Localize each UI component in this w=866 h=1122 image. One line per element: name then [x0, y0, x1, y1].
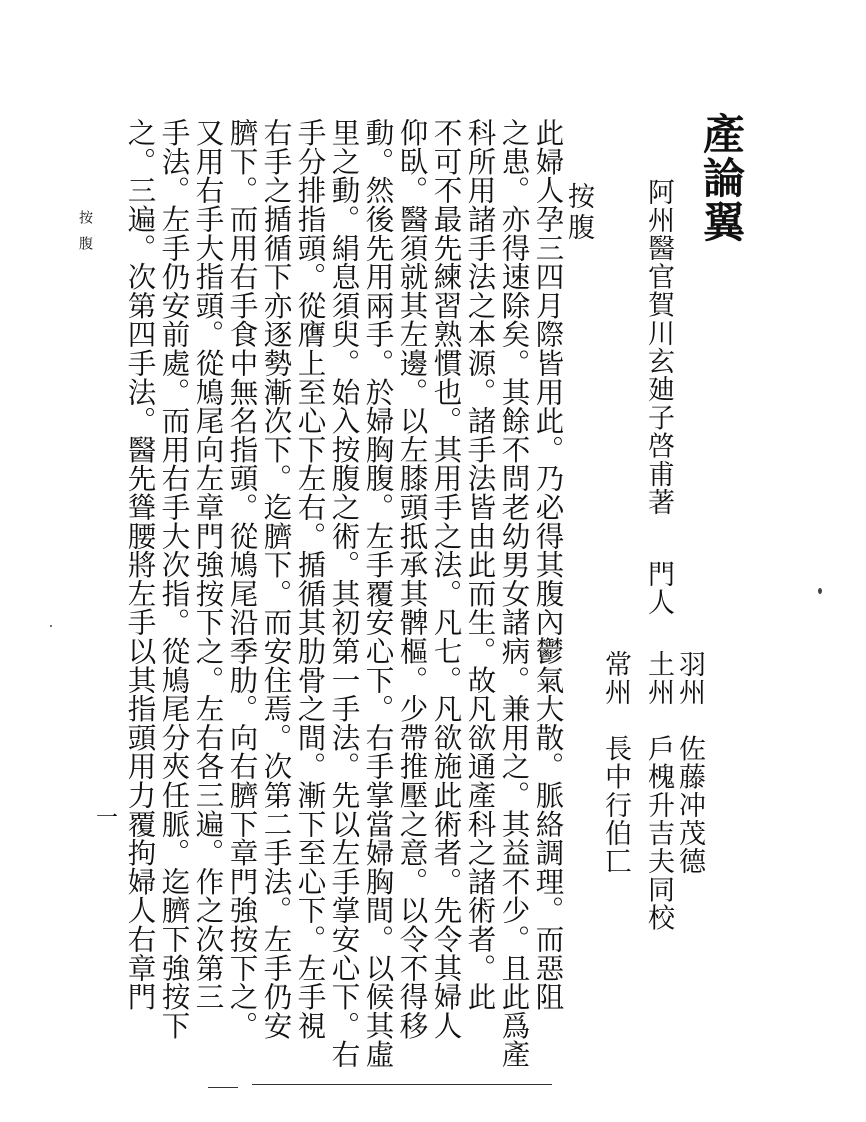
- disciples-label: 門人: [643, 560, 674, 617]
- body-column-7: 里之動。絹息須臾。始入按腹之術。其初第一手法。先以左手掌安心下。右: [327, 118, 361, 1069]
- body-column-3: 科所用諸手法之本源。諸手法皆由此而生。故凡欲通產科之諸術者。此: [463, 118, 497, 1011]
- editor-credit-1: 羽州 佐藤冲茂德: [674, 650, 705, 876]
- bottom-rule: [252, 1084, 552, 1085]
- body-column-5: 仰臥。醫須就其左邊。以左膝頭抵承其髀樞。少帶推壓之意。以令不得移: [395, 118, 429, 1040]
- scan-speck: [818, 588, 822, 594]
- body-column-10: 臍下。而用右手食中無名指頭。從鳩尾沿季肋。向右臍下章門強按下之。: [225, 118, 259, 1040]
- body-column-4: 不可不最先練習熟慣也。其用手之法。凡七。凡欲施此術者。先令其婦人: [429, 118, 463, 1040]
- body-column-12: 手法。左手仍安前處。而用右手大次指。從鳩尾分夾任脈。迄臍下強按下: [157, 118, 191, 1040]
- body-column-13: 之。三遍。次第四手法。醫先聳腰將左手以其指頭用力覆拘婦人右章門: [123, 118, 157, 1011]
- author-credit: 阿州醫官賀川玄廸子啓甫著: [643, 178, 674, 517]
- scan-speck: [50, 625, 52, 627]
- book-title: 產論翼: [697, 112, 746, 244]
- body-column-1: 此婦人孕三四月際皆用此。乃必得其腹內鬱氣大散。脈絡調理。而惡阻: [531, 118, 565, 1011]
- body-column-8: 手分排指頭。從膺上至心下左右。揗循其肋骨之間。漸下至心下。左手視: [293, 118, 327, 1040]
- editor-credit-3: 常州 長中行伯匸: [600, 650, 631, 876]
- margin-mark: 一: [96, 806, 119, 831]
- section-heading: 按腹: [563, 182, 594, 244]
- bottom-rule-fragment: [208, 1087, 238, 1088]
- body-column-11: 又用右手大指頭。從鳩尾向左章門強按下之。左右各三遍。作之次第三: [191, 118, 225, 1011]
- body-column-6: 動。然後先用兩手。於婦胸腹。左手覆安心下。右手掌當婦胸間。以候其虛: [361, 118, 395, 1069]
- editor-credit-2: 土州 戶槐升吉夫同校: [643, 650, 674, 932]
- margin-label: 按腹: [77, 210, 93, 262]
- body-column-9: 右手之揗循下亦逐勢漸次下。迄臍下。而安住焉。次第二手法。左手仍安: [259, 118, 293, 1040]
- body-column-2: 之患。亦得速除矣。其餘不問老幼男女諸病。兼用之。其益不少。且此爲產: [497, 118, 531, 1069]
